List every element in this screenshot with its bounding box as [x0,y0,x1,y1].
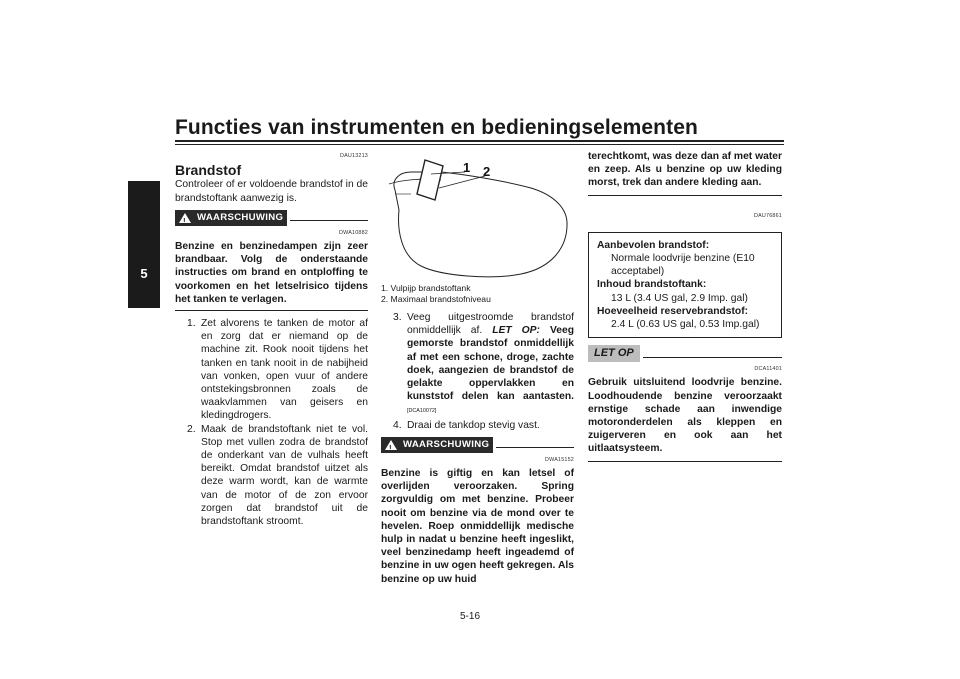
warning-code: DWA15152 [545,456,574,463]
warning-text-continued: terechtkomt, was deze dan af met water en zeep. Als u benzine op uw kleding morst, trek dan andere kleding aan. [588,151,782,189]
figure-caption: 2. Maximaal brandstofniveau [381,294,491,304]
spec-value: 13 L (3.4 US gal, 2.9 Imp. gal) [611,292,748,304]
notice-inline-text: Veeg gemorste brandstof onmiddellijk af met een schone, droge, zachte doek, aangezien de brandstof de gelakte oppervlakken en kunststof delen kan aantasten. [407,325,574,403]
header-rule-thin [175,144,784,145]
step-text [407,311,574,419]
notice-header [588,345,782,362]
spec-value: Normale loodvrije benzine (E10 acceptabel) [611,253,755,278]
list-item [187,423,368,529]
page-header-title: Functies van instrumenten en bedieningselementen [175,116,698,139]
figure-label-1: 1 [463,160,471,175]
spec-label: Hoeveelheid reservebrandstof: [597,305,749,317]
specification-box [588,232,782,338]
spec-label: Aanbevolen brandstof: [597,239,710,251]
notice-code: DCA11401 [754,366,782,373]
notice-inline-label: LET OP: [492,325,540,337]
right-column [588,150,782,462]
section-code: DAU76861 [754,212,782,219]
notice-text: Gebruik uitsluitend loodvrije benzine. Loodhoudende benzine veroorzaakt ernstige schade aan inwendige motoronderdelen als kleppen en zuigerveren en ook aan het uitlaatsysteem. [588,377,782,455]
header-rule [175,140,784,142]
step-plain-text: Veeg uitgestroomde brandstof onmiddellijk af. [407,312,574,337]
warning-badge [175,210,287,226]
section-code: DAU13213 [340,153,368,159]
warning-triangle-icon: ! [179,213,191,223]
warning-header [175,210,368,226]
left-column [175,150,368,528]
spec-value: 2.4 L (0.63 US gal, 0.53 Imp.gal) [611,319,760,331]
spec-label: Inhoud brandstoftank: [597,279,707,291]
section-heading: Brandstof [175,162,242,179]
steps-list-continued [381,311,574,432]
intro-text: Controleer of er voldoende brandstof in de brandstoftank aanwezig is. [175,179,368,204]
list-item [393,419,574,432]
step-text: Zet alvorens te tanken de motor af en zorg dat er niemand op de machine zit. Rook nooit tijdens het tanken en tank nooit in de nabijheid van vonken, open vuur of andere ontstekingsbronnen zoals de waakvlammen van geisers en kledingdrogers. [201,318,368,422]
step-text: Draai de tankdop stevig vast. [407,419,540,431]
chapter-tab-number: 5 [140,266,148,281]
notice-rule [643,357,782,358]
chapter-tab [128,181,160,308]
step-number: 4. [393,419,402,431]
warning-text: Benzine is giftig en kan letsel of overlijden veroorzaken. Spring zorgvuldig om met benzine. Probeer nooit om benzine via de mond over te hevelen. Roep onmiddellijk medische hulp in nadat u benzine heeft ingeslikt, veel benzinedamp heeft ingeademd of benzine in uw ogen heeft gekregen. Als benzine op uw huid [381,468,574,585]
list-item [187,317,368,423]
warning-end-rule [588,195,782,196]
figure-caption: 1. Vulpijp brandstoftank [381,283,471,293]
warning-badge [381,437,493,453]
steps-list [175,317,368,528]
list-item [393,311,574,419]
warning-end-rule [175,310,368,311]
warning-rule [290,220,368,221]
step-number: 2. [187,423,196,435]
figure-label-2: 2 [483,164,491,179]
page-number: 5-16 [460,611,481,622]
warning-code: DWA10882 [339,229,368,236]
warning-label: WAARSCHUWING [197,211,284,223]
step-text: Maak de brandstoftank niet te vol. Stop met vullen zodra de brandstof de onderkant van de vulhals heeft bereikt. Omdat brandstof uitzet als deze warm wordt, kan de warmte van de motor of de zon ervoor zorgen dat brandstof uit de brandstoftank stroomt. [201,423,368,528]
warning-triangle-icon: ! [385,440,397,450]
warning-rule [496,447,574,448]
warning-label: WAARSCHUWING [403,438,490,450]
notice-badge: LET OP [588,345,640,362]
warning-text: Benzine en benzinedampen zijn zeer brandbaar. Volg de onderstaande instructies om brand en ontploffing te voorkomen en het letselrisico tijdens het tanken te verlagen. [175,241,368,305]
step-number: 3. [393,312,402,323]
step-number: 1. [187,318,196,330]
warning-header [381,437,574,453]
notice-end-rule [588,461,782,462]
notice-inline-code: [DCA10072] [407,408,437,415]
middle-column [381,150,574,586]
fuel-tank-illustration [381,150,574,280]
